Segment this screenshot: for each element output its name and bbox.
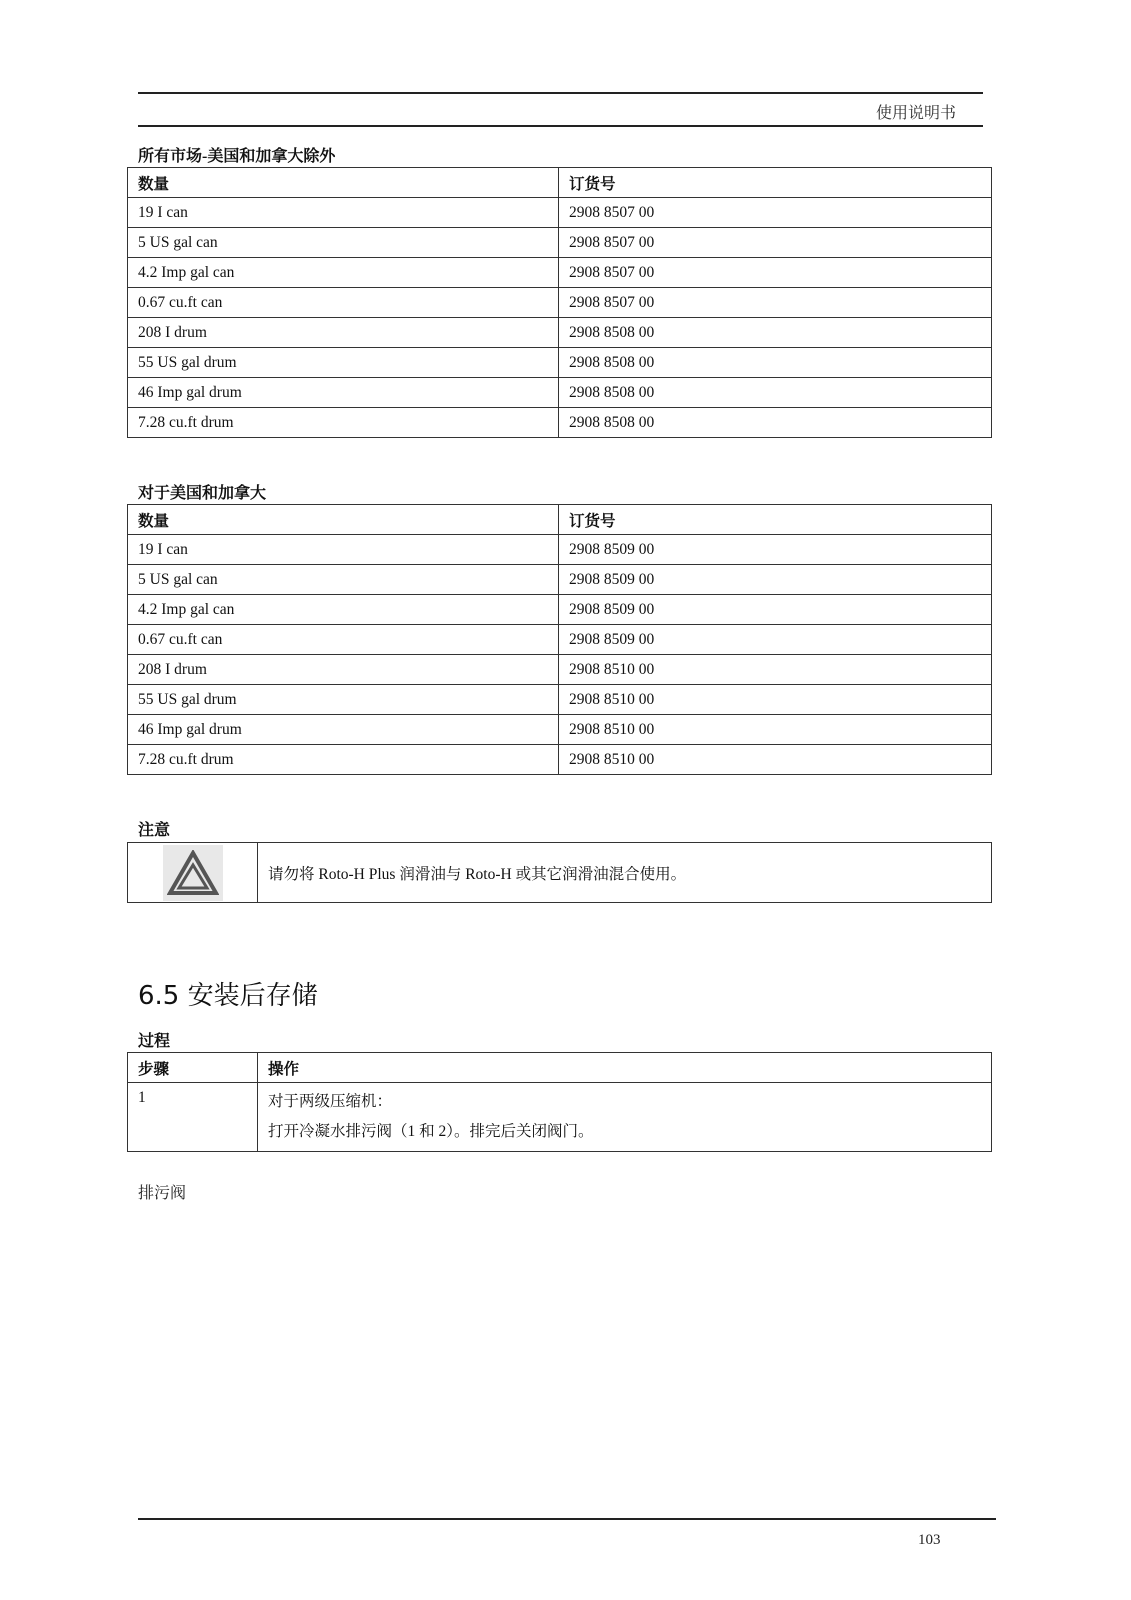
note-icon-cell — [128, 843, 258, 903]
table-row — [128, 655, 992, 685]
order-number-cell: 2908 8509 00 — [559, 595, 992, 625]
step-action — [258, 1083, 992, 1152]
table-row — [128, 378, 992, 408]
document-title: 使用说明书 — [875, 105, 956, 122]
order-number-cell: 2908 8508 00 — [559, 348, 992, 378]
action-line: 对于两级压缩机： — [268, 1093, 393, 1110]
order-table-us-canada — [127, 504, 992, 775]
order-number-cell: 2908 8507 00 — [559, 288, 992, 318]
quantity-cell: 4.2 Imp gal can — [128, 595, 559, 625]
note-table — [127, 842, 992, 903]
quantity-cell: 55 US gal drum — [128, 348, 559, 378]
order-number-cell: 2908 8508 00 — [559, 318, 992, 348]
order-number-cell: 2908 8509 00 — [559, 625, 992, 655]
order-number-cell: 2908 8507 00 — [559, 228, 992, 258]
note-row — [128, 843, 992, 903]
order-number-cell: 2908 8510 00 — [559, 685, 992, 715]
quantity-cell: 7.28 cu.ft drum — [128, 408, 559, 438]
quantity-cell: 0.67 cu.ft can — [128, 625, 559, 655]
quantity-cell: 19 I can — [128, 535, 559, 565]
header-rule-bottom — [138, 125, 983, 127]
note-text: 请勿将 Roto-H Plus 润滑油与 Roto-H 或其它润滑油混合使用。 — [258, 843, 992, 903]
col-step: 步骤 — [128, 1053, 258, 1083]
table-row — [128, 715, 992, 745]
quantity-cell: 46 Imp gal drum — [128, 715, 559, 745]
table-row — [128, 745, 992, 775]
order-number-cell: 2908 8510 00 — [559, 715, 992, 745]
order-number-cell: 2908 8509 00 — [559, 535, 992, 565]
action-line: 打开冷凝水排污阀（1 和 2）。排完后关闭阀门。 — [268, 1123, 594, 1140]
page-number: 103 — [918, 1532, 941, 1548]
col-action: 操作 — [258, 1053, 992, 1083]
section-heading: 6.5 安装后存储 — [138, 981, 318, 1011]
procedure-caption: 过程 — [138, 1033, 171, 1050]
order-number-cell: 2908 8510 00 — [559, 655, 992, 685]
table-row — [128, 535, 992, 565]
step-number: 1 — [128, 1083, 258, 1152]
table1-caption: 所有市场-美国和加拿大除外 — [138, 148, 336, 165]
table-row — [128, 408, 992, 438]
procedure-table — [127, 1052, 992, 1152]
header-rule-top — [138, 92, 983, 94]
col-quantity: 数量 — [128, 168, 559, 198]
order-number-cell: 2908 8509 00 — [559, 565, 992, 595]
note-caption: 注意 — [138, 822, 171, 839]
table-header-row — [128, 168, 992, 198]
col-order-number: 订货号 — [559, 168, 992, 198]
quantity-cell: 5 US gal can — [128, 565, 559, 595]
drain-valve-label: 排污阀 — [138, 1185, 187, 1202]
quantity-cell: 7.28 cu.ft drum — [128, 745, 559, 775]
table-row — [128, 348, 992, 378]
table-row — [128, 685, 992, 715]
quantity-cell: 208 I drum — [128, 318, 559, 348]
table-row — [128, 318, 992, 348]
table-row — [128, 258, 992, 288]
quantity-cell: 55 US gal drum — [128, 685, 559, 715]
table-row — [128, 565, 992, 595]
warning-triangle-icon — [163, 845, 223, 901]
quantity-cell: 5 US gal can — [128, 228, 559, 258]
table-row — [128, 198, 992, 228]
table-row — [128, 595, 992, 625]
order-number-cell: 2908 8507 00 — [559, 258, 992, 288]
order-table-all-markets — [127, 167, 992, 438]
order-number-cell: 2908 8507 00 — [559, 198, 992, 228]
footer-rule — [138, 1518, 996, 1520]
quantity-cell: 4.2 Imp gal can — [128, 258, 559, 288]
table-row — [128, 1083, 992, 1152]
col-quantity: 数量 — [128, 505, 559, 535]
table2-caption: 对于美国和加拿大 — [138, 485, 267, 502]
col-order-number: 订货号 — [559, 505, 992, 535]
table-row — [128, 228, 992, 258]
quantity-cell: 46 Imp gal drum — [128, 378, 559, 408]
quantity-cell: 208 I drum — [128, 655, 559, 685]
order-number-cell: 2908 8508 00 — [559, 408, 992, 438]
table-header-row — [128, 1053, 992, 1083]
order-number-cell: 2908 8508 00 — [559, 378, 992, 408]
table-header-row — [128, 505, 992, 535]
order-number-cell: 2908 8510 00 — [559, 745, 992, 775]
table-row — [128, 625, 992, 655]
quantity-cell: 19 I can — [128, 198, 559, 228]
table-row — [128, 288, 992, 318]
quantity-cell: 0.67 cu.ft can — [128, 288, 559, 318]
